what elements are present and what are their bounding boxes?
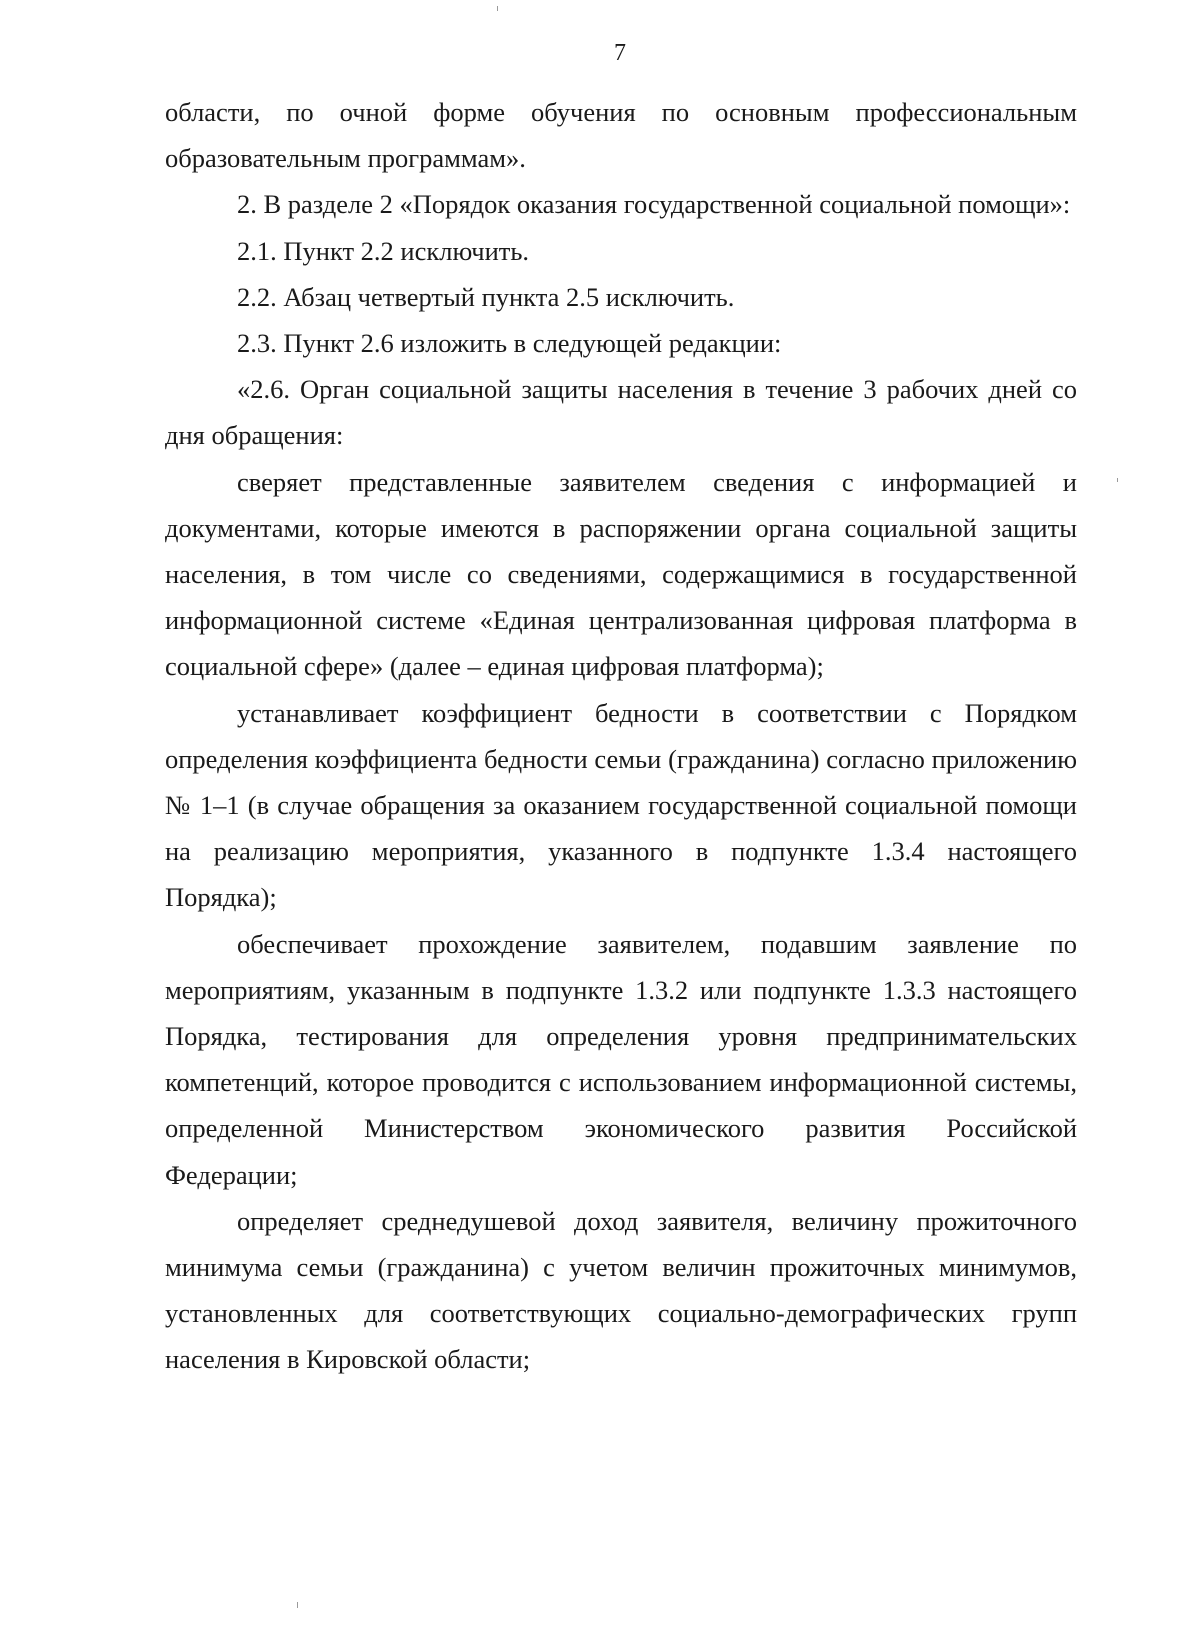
paragraph-section-2-heading: 2. В разделе 2 «Порядок оказания государственной социальной помощи»: [237, 189, 1071, 220]
paragraph-verifies: сверяет представленные заявителем сведения с информацией и документами, которые имеются в распоряжении органа социальной защиты населения, в том числе со сведениями, содержащимися в государственной информационной системе «Единая централизованная цифровая платформа в социальной сфере» (далее – единая цифровая платформа); [165, 466, 1077, 682]
scan-speck [297, 1602, 298, 1608]
scan-speck [497, 6, 498, 11]
paragraph-sets-coefficient: устанавливает коэффициент бедности в соответствии с Порядком определения коэффициента бедности семьи (гражданина) согласно приложению № 1–1 (в случае обращения за оказанием государственной социальной помощи на реализацию мероприятия, указанного в подпункте 1.3.4 настоящего Порядка); [165, 697, 1077, 913]
paragraph-item-2-3: 2.3. Пункт 2.6 изложить в следующей редакции: [237, 328, 782, 359]
paragraph-item-2-2: 2.2. Абзац четвертый пункта 2.5 исключить. [237, 281, 735, 312]
paragraph-continuation: области, по очной форме обучения по основным профессиональным образовательным программам». [165, 97, 1077, 174]
scan-speck [1117, 478, 1118, 482]
paragraph-testing: обеспечивает прохождение заявителем, подавшим заявление по мероприятиям, указанным в подпункте 1.3.2 или подпункте 1.3.3 настоящего Порядка, тестирования для определения уровня предпринимательских компетенций, которое проводится с использованием информационной системы, определенной Министерством экономического развития Российской Федерации; [165, 928, 1077, 1190]
paragraph-item-2-1: 2.1. Пункт 2.2 исключить. [237, 235, 530, 266]
paragraph-item-2-6-intro: «2.6. Орган социальной защиты населения в течение 3 рабочих дней со дня обращения: [165, 374, 1077, 451]
page-number: 7 [614, 40, 626, 66]
document-body [165, 89, 1077, 1383]
paragraph-average-income: определяет среднедушевой доход заявителя, величину прожиточного минимума семьи (гражданина) с учетом величин прожиточных минимумов, установленных для соответствующих социально-демографических групп населения в Кировской области; [165, 1205, 1077, 1375]
